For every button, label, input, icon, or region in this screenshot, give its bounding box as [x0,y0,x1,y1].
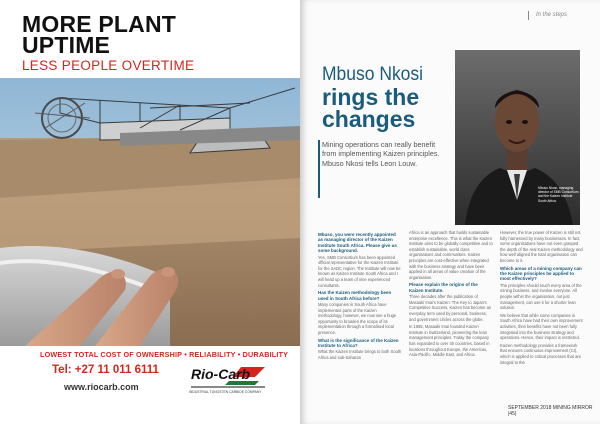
riocarb-logo-name: Rio-Carb [191,366,251,382]
article-title-line1: rings the [322,84,420,110]
article-paragraph: The principles should touch every area of the mining business, and involve everyone. All people within the organisation, not just management, can use it for a shorter lean solution. [500,282,582,311]
article-paragraph: However, the true power of Kaizen is still not fully harnessed by many businesses. In fact, some organisations have not even grasped the depth of the real Kaizen methodology and how well aligned the total organisation can become to it. [500,230,583,263]
article-paragraph: In 1985, Masaaki Imai founded Kaizen Institute in Switzerland, pioneering the lean management principles. Today the company has expanded to over 40 countries, based in locations throughout Europe, the Americas, Asia-Pacific, Middle East, and Africa. [409,324,490,358]
article-paragraph: Kaizen methodology provides a framework that ensures continuous improvement (CI), which is applied to critical processes that are integral to the [500,342,582,365]
article-paragraph: What the Kaizen Institute brings to both South Africa and sub-Saharan [318,349,402,360]
article-subheading: Which areas of a mining company can the Kaizen principles be applied to most effectively? [500,265,582,282]
article-paragraph: Yes, SMB Consortium has been appointed official representative for the Kaizen Institute for the SADC region. The Institute will now be known as Kaizen Institute South Africa and I will head up a team of nine experienced consultants. [318,254,401,288]
article-paragraph: Three decades after the publication of Masaaki Imai's Kaizen: The Key to Japan's Competitive Success, Kaizen has become an everyday term used by personal, business, and government circles across the globe. [409,294,492,322]
ad-tagline: LOWEST TOTAL COST OF OWNERSHIP • RELIABILITY • DURABILITY [40,350,289,359]
article-title-line2: changes [322,106,416,132]
lead-accent-bar [318,140,320,198]
section-label: In the steps [536,12,568,18]
ad-telephone: Tel: +27 11 011 6111 [52,364,159,376]
article-subheading: What is the significance of the Kaizen Institute to Africa? [318,337,399,348]
article-body [318,230,584,400]
article-subheading: Has the Kaizen methodology been used in South Africa before? [318,290,392,301]
article-lead: Mining operations can really benefit from implementing Kaizen principles. Mbuso Nkosi tells Leon Louw. [322,140,440,168]
article-paragraph: Africa is an approach that builds sustainable enterprise excellence. This is what the Kaizen Institute aims to be globally competitive and to establish sustainable, world class organisations and communities. Kaizen principles are cost-effective when integrated with the business strategy and have been applied in all areas of value creation of the organisation. [409,230,493,280]
article-paragraph: We believe that while some companies in South Africa have had their own improvement activities, their benefits have not been fully integrated into the business strategy and operations. Hence, their impact is restricted. [500,312,583,341]
article-title [322,86,419,130]
article-paragraph: Many companies in South Africa have implemented parts of the Kaizen methodology, however, we now see a huge opportunity to broaden the scope of its implementation through a formalised local presence. [318,302,397,335]
article-subheading: Mbuso, you were recently appointed as managing director of the Kaizen Institute South Africa. Please give us some background. [318,232,397,254]
ad-headline-line1: MORE PLANT [22,11,177,37]
article-title-name: Mbuso Nkosi [322,64,424,85]
article-subheading: Please explain the origins of the Kaizen Institute. [409,282,478,293]
ad-headline-line2: UPTIME [22,32,111,58]
portrait-caption: Mbuso Nkosi, managing director of SMB Consortium and the Kaizen Institute South Africa. [538,186,579,203]
ad-photo-feet-excavator [0,78,300,346]
ad-subhead: LESS PEOPLE OVERTIME [22,58,195,73]
ad-website[interactable]: www.riocarb.com [64,382,139,392]
section-divider [528,11,529,20]
ad-headline [22,11,177,58]
article-column-1 [318,230,402,363]
article-column-2 [409,230,493,360]
page-folio: SEPTEMBER 2018 MINING MIRROR |45| [508,405,593,417]
riocarb-logo-sub: INDUSTRIAL TUNGSTEN CARBIDE COMPANY [189,390,262,394]
article-column-3 [500,230,584,367]
